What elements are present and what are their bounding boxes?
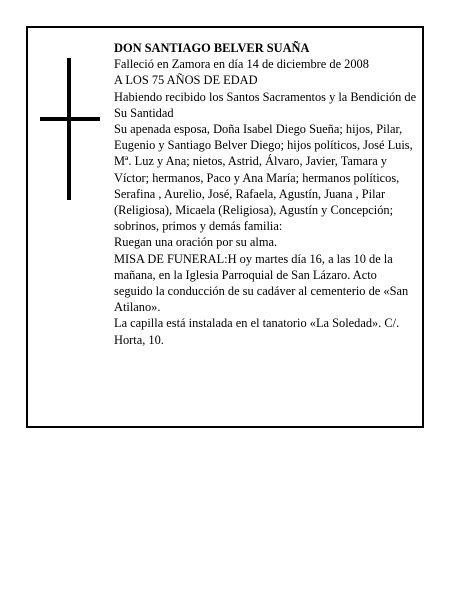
funeral-details: MISA DE FUNERAL:H oy martes día 16, a las 10 de la mañana, en la Iglesia Parroquial de San Lázaro. Acto seguido la conducción de su cadáver al cementerio de «San Atilano».	[114, 251, 409, 315]
cross-icon	[40, 58, 100, 200]
prayer-request: Ruegan una oración por su alma.	[114, 235, 278, 250]
obituary-notice	[26, 26, 424, 428]
obituary-text	[114, 40, 418, 348]
death-statement: Falleció en Zamora en día 14 de diciembre de 2008	[114, 57, 369, 72]
sacraments-statement: Habiendo recibido los Santos Sacramentos y la Bendición de Su Santidad	[114, 89, 417, 120]
cross-horizontal-bar	[40, 117, 100, 121]
deceased-name: DON SANTIAGO BELVER SUAÑA	[114, 41, 310, 55]
cross-vertical-bar	[67, 58, 71, 200]
chapel-location: La capilla está instalada en el tanatorio «La Soledad». C/. Horta, 10.	[114, 316, 400, 347]
family-list: Su apenada esposa, Doña Isabel Diego Sueña; hijos, Pilar, Eugenio y Santiago Belver Diego; hijos políticos, José Luis, Mª. Luz y Ana; nietos, Astrid, Álvaro, Javier, Tamara y Víctor; hermanos, Paco y Ana María; hermanos políticos, Serafina , Aurelio, José, Rafaela, Agustín, Juana , Pilar (Religiosa), Micaela (Religiosa), Agustín y Concepción; sobrinos, primos y demás familia:	[114, 122, 413, 234]
age-statement: A LOS 75 AÑOS DE EDAD	[114, 73, 258, 88]
